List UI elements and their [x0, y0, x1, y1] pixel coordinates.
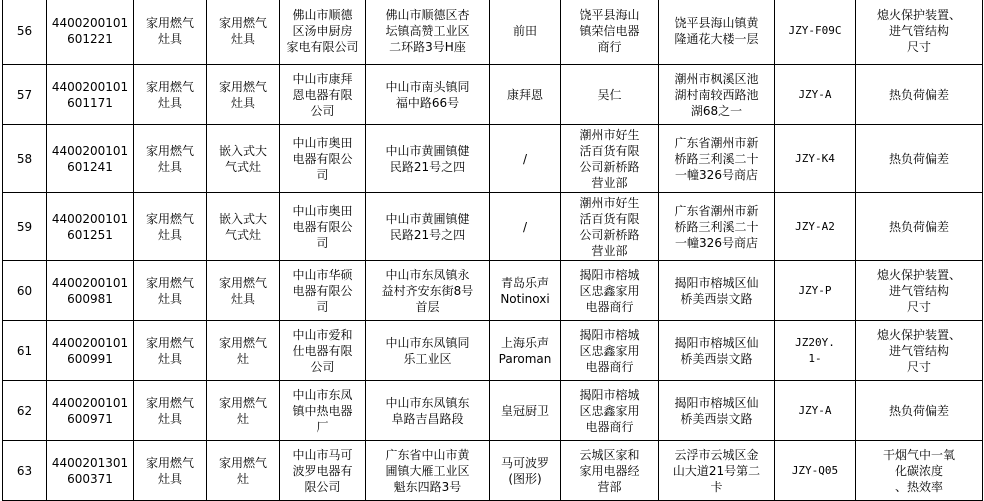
cell-category: 家用燃气 灶具	[134, 125, 207, 193]
cell-seller: 饶平县海山 镇荣信电器 商行	[561, 0, 659, 65]
cell-model: JZY-P	[775, 261, 856, 321]
cell-brand: /	[490, 193, 561, 261]
cell-producer-address: 中山市东凤镇东 阜路吉昌路段	[366, 381, 490, 441]
cell-producer-address: 广东省中山市黄 圃镇大雁工业区 魁东四路3号	[366, 441, 490, 501]
cell-seller-address: 饶平县海山镇黄 隆通花大楼一层	[659, 0, 775, 65]
cell-producer: 中山市马可 波罗电器有 限公司	[280, 441, 366, 501]
cell-product-name: 家用燃气 灶	[207, 381, 280, 441]
table-row	[3, 441, 983, 501]
cell-no: 60	[3, 261, 47, 321]
cell-seller: 潮州市好生 活百货有限 公司新桥路 营业部	[561, 125, 659, 193]
cell-product-name: 嵌入式大 气式灶	[207, 125, 280, 193]
cell-sample-code: 4400200101 600991	[47, 321, 134, 381]
cell-producer: 中山市奥田 电器有限公 司	[280, 193, 366, 261]
cell-seller-address: 揭阳市榕城区仙 桥美西崇文路	[659, 381, 775, 441]
cell-seller: 揭阳市榕城 区忠鑫家用 电器商行	[561, 381, 659, 441]
cell-producer: 中山市康拜 恩电器有限 公司	[280, 65, 366, 125]
cell-seller: 吴仁	[561, 65, 659, 125]
cell-failed-item: 热负荷偏差	[856, 65, 983, 125]
cell-model: JZY-A	[775, 381, 856, 441]
cell-brand: 前田	[490, 0, 561, 65]
cell-seller-address: 广东省潮州市新 桥路三利溪二十 一幢326号商店	[659, 125, 775, 193]
table-row	[3, 125, 983, 193]
cell-sample-code: 4400200101 601221	[47, 0, 134, 65]
cell-producer-address: 中山市东凤镇同 乐工业区	[366, 321, 490, 381]
cell-producer: 佛山市顺德 区汤申厨房 家电有限公司	[280, 0, 366, 65]
cell-producer: 中山市奥田 电器有限公 司	[280, 125, 366, 193]
cell-failed-item: 熄火保护装置、 进气管结构 尺寸	[856, 321, 983, 381]
cell-failed-item: 热负荷偏差	[856, 125, 983, 193]
cell-failed-item: 熄火保护装置、 进气管结构 尺寸	[856, 0, 983, 65]
cell-model: JZY-K4	[775, 125, 856, 193]
cell-brand: 康拜恩	[490, 65, 561, 125]
cell-product-name: 家用燃气 灶	[207, 321, 280, 381]
cell-no: 61	[3, 321, 47, 381]
cell-brand: 马可波罗 (图形)	[490, 441, 561, 501]
cell-seller-address: 广东省潮州市新 桥路三利溪二十 一幢326号商店	[659, 193, 775, 261]
cell-seller-address: 揭阳市榕城区仙 桥美西崇文路	[659, 321, 775, 381]
cell-sample-code: 4400200101 600971	[47, 381, 134, 441]
cell-producer: 中山市爱和 仕电器有限 公司	[280, 321, 366, 381]
cell-producer: 中山市东凤 镇中热电器 厂	[280, 381, 366, 441]
cell-category: 家用燃气 灶具	[134, 321, 207, 381]
cell-producer-address: 中山市南头镇同 福中路66号	[366, 65, 490, 125]
cell-sample-code: 4400201301 600371	[47, 441, 134, 501]
cell-producer-address: 中山市黄圃镇健 民路21号之四	[366, 193, 490, 261]
cell-model: JZY-Q05	[775, 441, 856, 501]
cell-seller-address: 揭阳市榕城区仙 桥美西崇文路	[659, 261, 775, 321]
cell-sample-code: 4400200101 600981	[47, 261, 134, 321]
cell-failed-item: 热负荷偏差	[856, 381, 983, 441]
cell-model: JZY-A	[775, 65, 856, 125]
cell-brand: /	[490, 125, 561, 193]
cell-seller-address: 云浮市云城区金 山大道21号第二 卡	[659, 441, 775, 501]
cell-no: 59	[3, 193, 47, 261]
cell-no: 63	[3, 441, 47, 501]
cell-sample-code: 4400200101 601171	[47, 65, 134, 125]
table-row	[3, 261, 983, 321]
cell-category: 家用燃气 灶具	[134, 0, 207, 65]
cell-producer: 中山市华硕 电器有限公 司	[280, 261, 366, 321]
cell-category: 家用燃气 灶具	[134, 261, 207, 321]
cell-model: JZ20Y. 1-	[775, 321, 856, 381]
cell-seller: 云城区家和 家用电器经 营部	[561, 441, 659, 501]
table-row	[3, 381, 983, 441]
cell-no: 57	[3, 65, 47, 125]
cell-category: 家用燃气 灶具	[134, 193, 207, 261]
cell-product-name: 家用燃气 灶具	[207, 65, 280, 125]
cell-seller: 揭阳市榕城 区忠鑫家用 电器商行	[561, 261, 659, 321]
cell-product-name: 嵌入式大 气式灶	[207, 193, 280, 261]
cell-producer-address: 佛山市顺德区杏 坛镇高赞工业区 二环路3号H座	[366, 0, 490, 65]
table-row	[3, 65, 983, 125]
cell-failed-item: 热负荷偏差	[856, 193, 983, 261]
cell-brand: 青岛乐声 Notinoxi	[490, 261, 561, 321]
cell-seller: 揭阳市榕城 区忠鑫家用 电器商行	[561, 321, 659, 381]
cell-failed-item: 干烟气中一氧 化碳浓度 、热效率	[856, 441, 983, 501]
table-row	[3, 193, 983, 261]
cell-sample-code: 4400200101 601251	[47, 193, 134, 261]
cell-model: JZY-F09C	[775, 0, 856, 65]
table-row	[3, 0, 983, 65]
cell-product-name: 家用燃气 灶具	[207, 261, 280, 321]
cell-model: JZY-A2	[775, 193, 856, 261]
table-row	[3, 321, 983, 381]
cell-sample-code: 4400200101 601241	[47, 125, 134, 193]
cell-category: 家用燃气 灶具	[134, 441, 207, 501]
cell-no: 56	[3, 0, 47, 65]
cell-seller: 潮州市好生 活百货有限 公司新桥路 营业部	[561, 193, 659, 261]
inspection-table	[2, 0, 983, 501]
cell-brand: 上海乐声 Paroman	[490, 321, 561, 381]
cell-producer-address: 中山市黄圃镇健 民路21号之四	[366, 125, 490, 193]
cell-category: 家用燃气 灶具	[134, 65, 207, 125]
cell-producer-address: 中山市东凤镇永 益村齐安东街8号 首层	[366, 261, 490, 321]
cell-product-name: 家用燃气 灶	[207, 441, 280, 501]
cell-category: 家用燃气 灶具	[134, 381, 207, 441]
cell-no: 58	[3, 125, 47, 193]
cell-failed-item: 熄火保护装置、 进气管结构 尺寸	[856, 261, 983, 321]
cell-no: 62	[3, 381, 47, 441]
cell-seller-address: 潮州市枫溪区池 湖村南较西路池 湖68之一	[659, 65, 775, 125]
cell-brand: 皇冠厨卫	[490, 381, 561, 441]
table-body	[3, 0, 983, 501]
cell-product-name: 家用燃气 灶具	[207, 0, 280, 65]
